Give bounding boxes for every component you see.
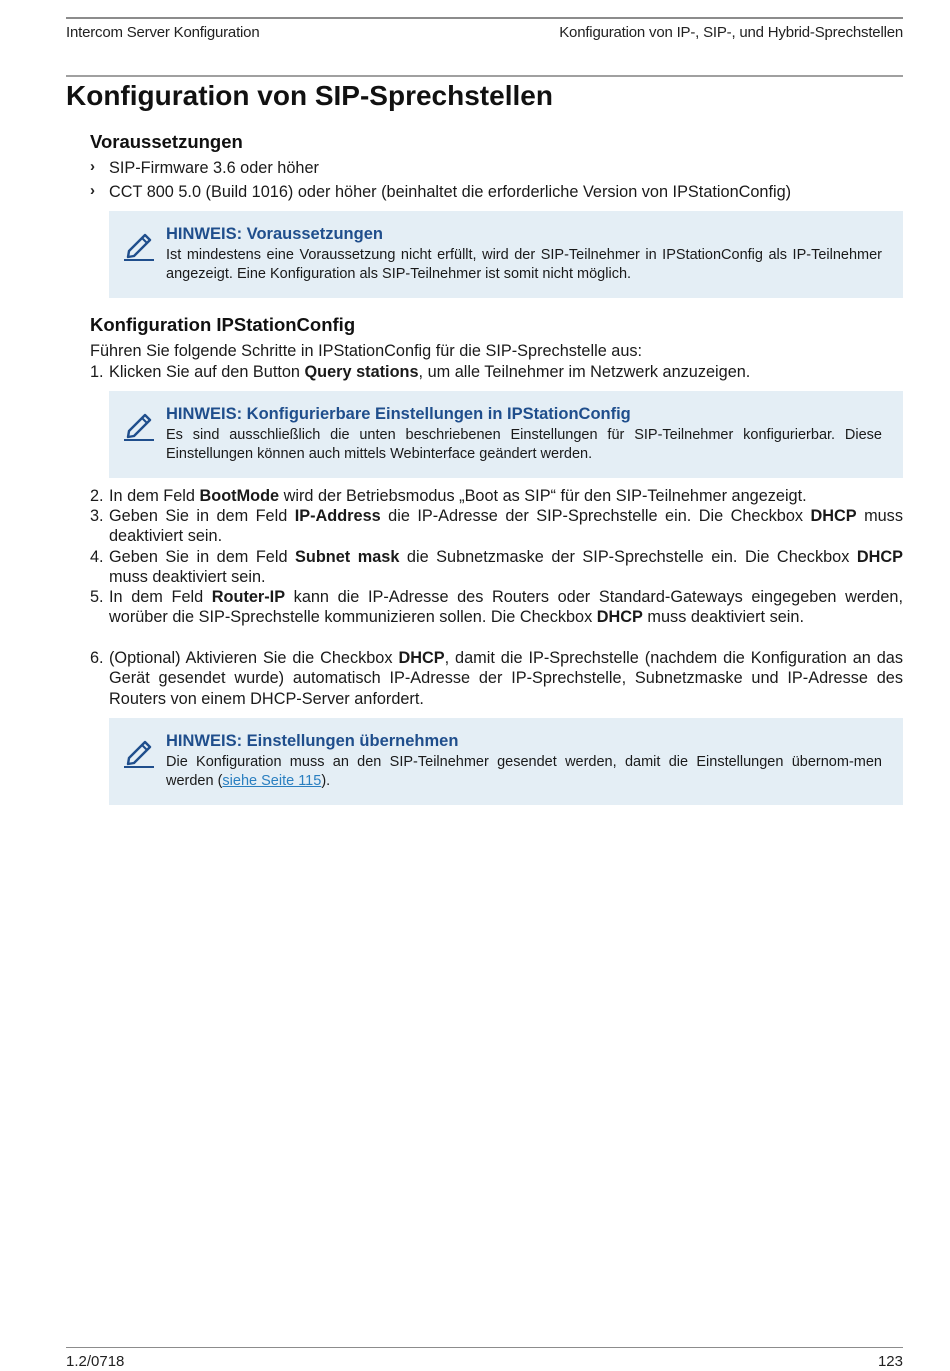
step-6: 6. (Optional) Aktivieren Sie die Checkbox DHCP, damit die IP-Sprechstelle (nachdem die Konfiguration an das Gerät gesendet wurde) automatisch IP-Adresse der IP-Sprechstelle, Subnetzmaske und IP-Adresse des Routers von einem DHCP-Server anfordert. (90, 649, 903, 708)
pencil-icon (123, 409, 155, 441)
note-box-apply-settings (109, 718, 903, 805)
step-3: 3. Geben Sie in dem Feld IP-Address die IP-Adresse der SIP-Sprechstelle ein. Die Checkbox DHCP muss deaktiviert sein. (90, 507, 903, 546)
section-heading-ipstationconfig: Konfiguration IPStationConfig (90, 314, 356, 335)
page-reference-link[interactable]: siehe Seite 115 (222, 773, 322, 789)
footer-version: 1.2/0718 (66, 1353, 125, 1370)
bullet-item: SIP-Firmware 3.6 oder höher (109, 159, 319, 177)
step-number: 2. (90, 487, 104, 505)
bullet-chevron-icon: › (90, 182, 95, 199)
note-body: Ist mindestens eine Voraussetzung nicht erfüllt, wird der SIP-Teilnehmer in IPStationConfig als IP-Teilnehmer angezeigt. Eine Konfiguration als SIP-Teilnehmer ist somit nicht möglich. (166, 247, 882, 282)
note-title: HINWEIS: Konfigurierbare Einstellungen in IPStationConfig (166, 405, 631, 423)
step-number: 3. (90, 507, 104, 525)
step-2: 2. In dem Feld BootMode wird der Betriebsmodus „Boot as SIP“ für den SIP-Teilnehmer angezeigt. (90, 487, 807, 505)
note-box-configurable-settings (109, 391, 903, 478)
page-title: Konfiguration von SIP-Sprechstellen (66, 80, 553, 111)
header-chapter-title: Konfiguration von IP-, SIP-, und Hybrid-Sprechstellen (559, 24, 903, 41)
bullet-chevron-icon: › (90, 158, 95, 175)
header-doc-title: Intercom Server Konfiguration (66, 24, 260, 41)
step-number: 6. (90, 649, 104, 667)
bullet-item: CCT 800 5.0 (Build 1016) oder höher (beinhaltet die erforderliche Version von IPStationConfig) (109, 183, 792, 201)
button-name-query-stations: Query stations (304, 363, 419, 381)
section-heading-prerequisites: Voraussetzungen (90, 131, 243, 152)
note-title: HINWEIS: Voraussetzungen (166, 225, 383, 243)
step-number: 5. (90, 588, 104, 606)
note-box-prerequisites (109, 211, 903, 298)
intro-text: Führen Sie folgende Schritte in IPStationConfig für die SIP-Sprechstelle aus: (90, 342, 643, 360)
pencil-icon (123, 229, 155, 261)
page-number: 123 (877, 1353, 903, 1370)
step-5: 5. In dem Feld Router-IP kann die IP-Adresse des Routers oder Standard-Gateways eingegeben werden, worüber die SIP-Sprechstelle kommunizieren sollen. Die Checkbox DHCP muss deaktiviert sein. (90, 588, 903, 627)
step-number: 1. (90, 363, 104, 381)
title-rule (66, 75, 903, 77)
footer-rule (66, 1347, 903, 1348)
header-rule (66, 17, 903, 19)
step-4: 4. Geben Sie in dem Feld Subnet mask die Subnetzmaske der SIP-Sprechstelle ein. Die Checkbox DHCP muss deaktiviert sein. (90, 548, 903, 587)
note-title: HINWEIS: Einstellungen übernehmen (166, 732, 459, 750)
step-1: 1. Klicken Sie auf den Button Query stations, um alle Teilnehmer im Netzwerk anzuzeigen. (90, 363, 751, 381)
pencil-icon (123, 736, 155, 768)
note-body: Es sind ausschließlich die unten beschriebenen Einstellungen für SIP-Teilnehmer konfigurierbar. Diese Einstellungen können auch mittels Webinterface geändert werden. (166, 427, 882, 462)
note-body: Die Konfiguration muss an den SIP-Teilnehmer gesendet werden, damit die Einstellungen übernom-men werden (siehe Seite 115). (166, 754, 882, 789)
step-number: 4. (90, 548, 104, 566)
